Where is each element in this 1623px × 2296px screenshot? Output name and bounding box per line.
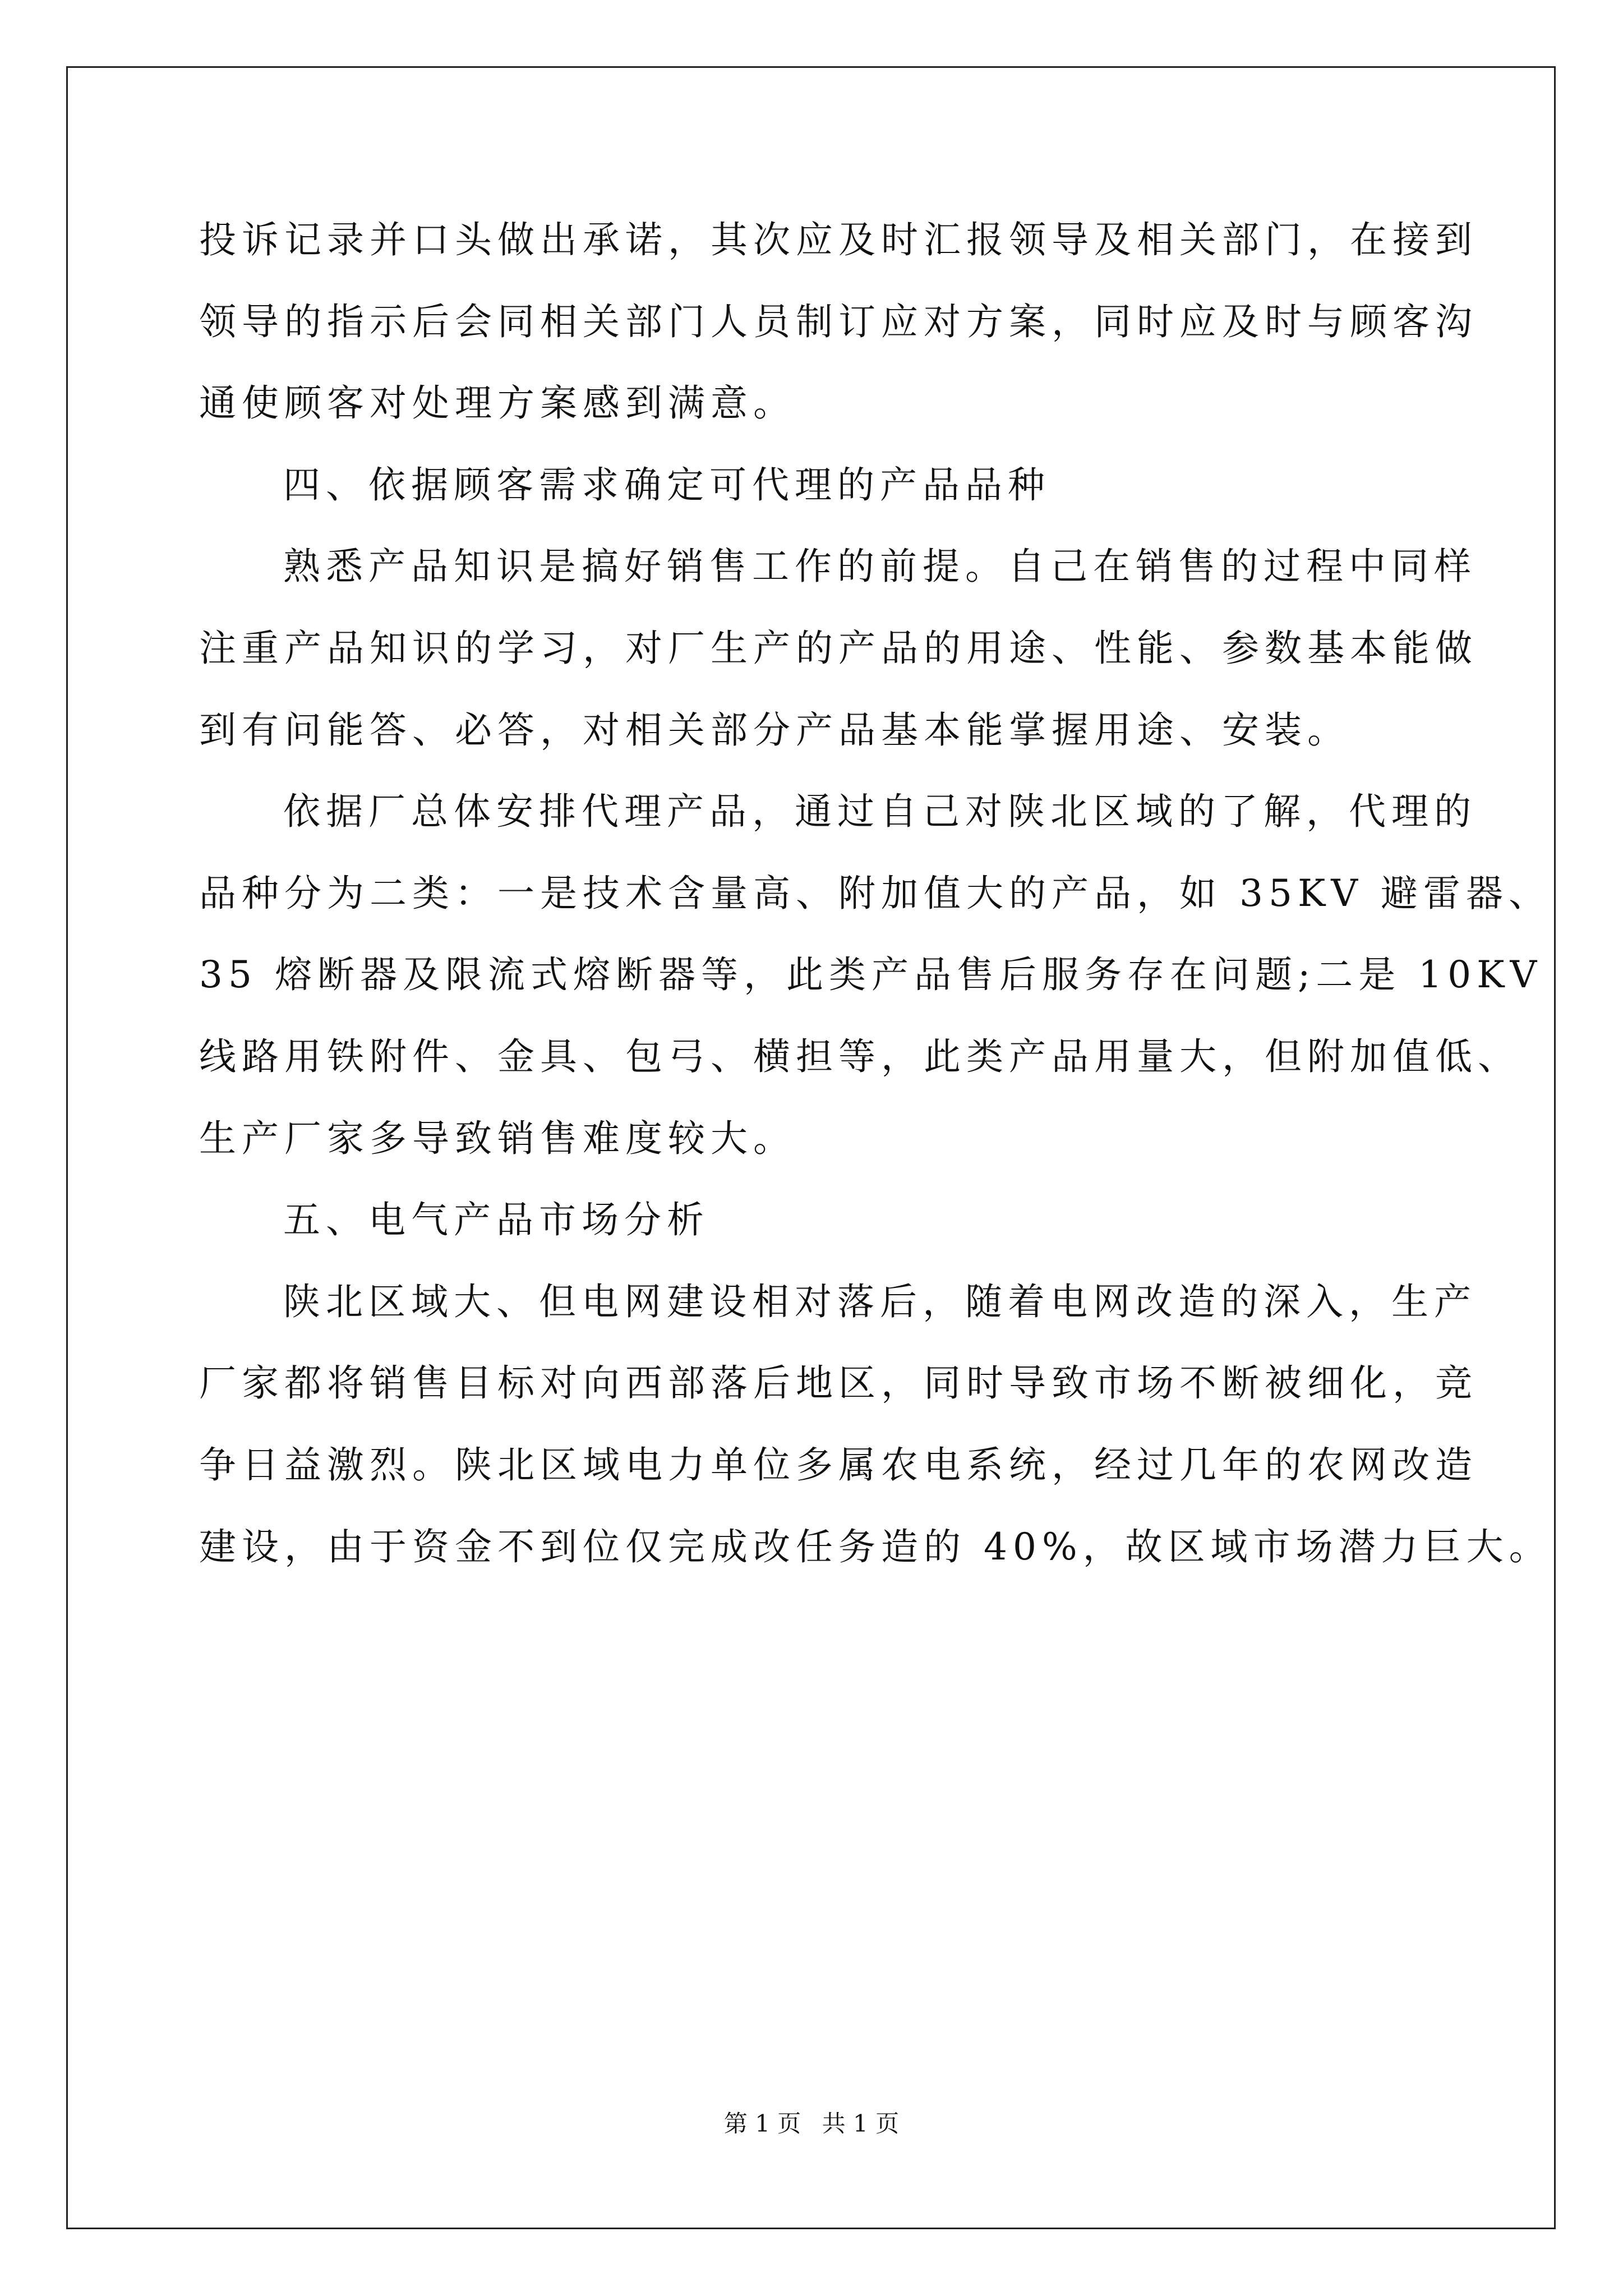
text-line: 依据厂总体安排代理产品，通过自己对陕北区域的了解，代理的: [283, 790, 1477, 834]
text-line: 品种分为二类：一是技术含量高、附加值大的产品，如 35KV 避雷器、: [199, 871, 1551, 915]
text-line: 到有问能答、必答，对相关部分产品基本能掌握用途、安装。: [199, 708, 1350, 752]
page-total: 共 1 页: [822, 2110, 900, 2137]
document-body: [199, 218, 1552, 1610]
section-heading: 四、依据顾客需求确定可代理的产品品种: [283, 463, 1050, 507]
text-line: 投诉记录并口头做出承诺，其次应及时汇报领导及相关部门，在接到: [199, 218, 1478, 261]
text-line: 建设，由于资金不到位仅完成改任务造的 40%，故区域市场潜力巨大。: [199, 1525, 1552, 1568]
page-footer: [0, 2112, 1623, 2136]
page-number: 第 1 页: [723, 2110, 801, 2137]
text-line: 争日益激烈。陕北区域电力单位多属农电系统，经过几年的农网改造: [199, 1443, 1478, 1487]
text-line: 熟悉产品知识是搞好销售工作的前提。自己在销售的过程中同样: [283, 545, 1477, 588]
text-line: 35 熔断器及限流式熔断器等，此类产品售后服务存在问题;二是 10KV: [199, 953, 1543, 997]
text-line: 通使顾客对处理方案感到满意。: [199, 381, 796, 425]
text-line: 陕北区域大、但电网建设相对落后，随着电网改造的深入，生产: [283, 1280, 1477, 1323]
text-line: 注重产品知识的学习，对厂生产的产品的用途、性能、参数基本能做: [199, 626, 1478, 670]
text-line: 领导的指示后会同相关部门人员制订应对方案，同时应及时与顾客沟: [199, 300, 1478, 343]
text-line: 生产厂家多导致销售难度较大。: [199, 1116, 796, 1160]
text-line: 厂家都将销售目标对向西部落后地区，同时导致市场不断被细化，竞: [199, 1361, 1478, 1405]
text-line: 线路用铁附件、金具、包弓、横担等，此类产品用量大，但附加值低、: [199, 1034, 1520, 1078]
section-heading: 五、电气产品市场分析: [283, 1198, 709, 1242]
